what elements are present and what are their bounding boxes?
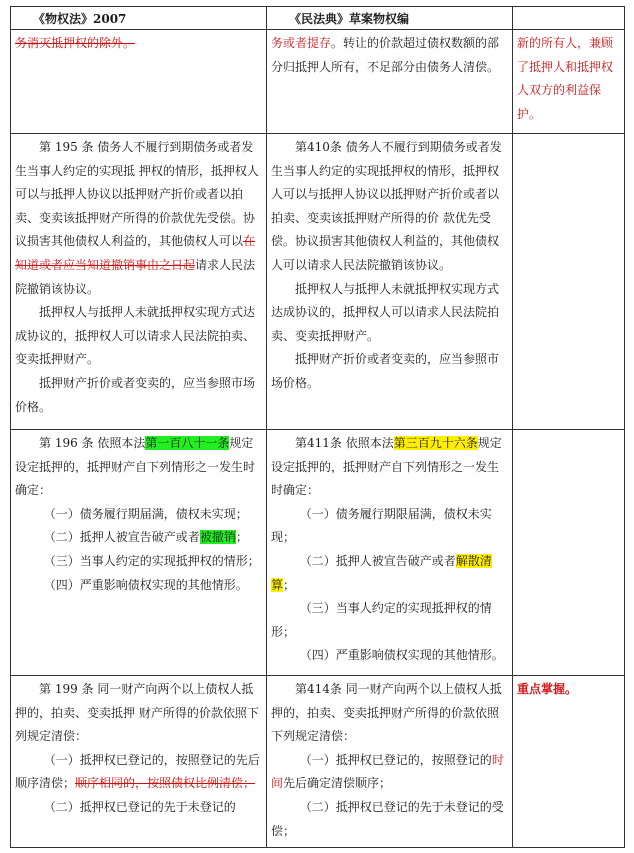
old-law-cell bbox=[11, 30, 267, 134]
highlighted-text: 被撤销 bbox=[199, 530, 236, 545]
added-text: 务或者提存 bbox=[271, 36, 332, 50]
old-law-cell bbox=[11, 676, 267, 848]
article-414-text: 第414条 同一财产向两个以上债权人抵押的，拍卖、变卖抵押财产所得的价款依照下列规定清偿： bbox=[271, 682, 502, 744]
article-paragraph: 抵押权人与抵押人未就抵押权实现方式达成协议的，抵押权人可以请求人民法院拍卖、变卖抵押财产。 bbox=[271, 281, 500, 343]
list-item-end: 先后确定清偿顺序； bbox=[283, 776, 392, 791]
table-row bbox=[11, 430, 625, 676]
list-item: （一）债务履行期限届满，债权未实现； bbox=[271, 506, 492, 545]
new-law-cell bbox=[267, 30, 513, 134]
deleted-text: 务消灭抵押权的除外。 bbox=[15, 36, 136, 50]
list-item: （一）抵押权已登记的，按照登记的先后顺序清偿； bbox=[15, 752, 260, 791]
new-law-cell bbox=[267, 430, 513, 676]
key-point-note: 重点掌握。 bbox=[517, 682, 578, 696]
article-text: 。转让的价款超过债权数额的部分归抵押人所有，不足部分由债务人清偿。 bbox=[271, 36, 500, 74]
article-text: 请求人民法院撤销该协议。 bbox=[15, 257, 256, 296]
new-law-cell bbox=[267, 134, 513, 430]
note-cell bbox=[513, 430, 625, 676]
deleted-text: 顺序相同的，按照债权比例清偿； bbox=[75, 776, 256, 791]
old-law-cell bbox=[11, 430, 267, 676]
list-item: （一）债务履行期届满，债权未实现； bbox=[43, 506, 248, 521]
new-law-cell bbox=[267, 676, 513, 848]
article-195-text: 第 195 条 债务人不履行到期债务或者发生当事人约定的实现抵 押权的情形，抵押权人可以与抵押人协议以抵押财产折价或者以拍卖、变卖该抵押财产所得的价款优先受偿。协议损害其他债权人利益的，其他债权人可以 bbox=[15, 140, 259, 249]
article-paragraph: 抵押财产折价或者变卖的，应当参照市场价格。 bbox=[15, 375, 256, 414]
article-196-text: 第 196 条 依照本法 bbox=[39, 436, 146, 450]
law-comparison-table bbox=[10, 6, 625, 848]
note-text: 新的所有人，兼顾了抵押人和抵押权人双方的利益保护。 bbox=[517, 36, 614, 121]
highlighted-text: 第一百八十一条 bbox=[145, 436, 230, 450]
article-paragraph: 抵押财产折价或者变卖的，应当参照市场价格。 bbox=[271, 352, 500, 390]
header-civil-code-draft: 《民法典》草案物权编 bbox=[267, 7, 513, 30]
article-411-text: 第411条 依照本法 bbox=[295, 436, 394, 450]
list-item: （四）严重影响债权实现的其他情形。 bbox=[43, 577, 248, 592]
list-item: （一）抵押权已登记的，按照登记的 bbox=[299, 752, 492, 767]
note-cell bbox=[513, 30, 625, 134]
table-row bbox=[11, 676, 625, 848]
list-item: （二）抵押人被宣告破产或者 bbox=[43, 530, 200, 545]
article-paragraph: 抵押权人与抵押人未就抵押权实现方式达成协议的，抵押权人可以请求人民法院拍卖、变卖抵押财产。 bbox=[15, 305, 256, 367]
article-text: 规定设定抵押的，抵押财产自下列情形之一发生时确定： bbox=[15, 436, 256, 498]
list-item: （二）抵押权已登记的先于未登记的 bbox=[43, 799, 236, 814]
highlighted-text: 第三百九十六条 bbox=[393, 436, 478, 450]
list-item: （三）当事人约定的实现抵押权的情形； bbox=[271, 601, 492, 639]
list-item-end: ； bbox=[283, 577, 296, 592]
note-cell bbox=[513, 134, 625, 430]
list-item-end: ； bbox=[235, 530, 248, 545]
list-item: （三）当事人约定的实现抵押权的情形； bbox=[43, 553, 260, 568]
added-text: 时间 bbox=[271, 752, 504, 791]
highlighted-text: 算 bbox=[271, 577, 284, 592]
article-410-text: 第410条 债务人不履行到期债务或者发生当事人约定的实现抵押权的情形，抵押权人可以与抵押人协议以抵押财产折价或者以拍卖、变卖该抵押财产所得的价 款优先受偿。协议损害其他债权人利益的，其他债权人可以请求人民法院撤销该协议。 bbox=[271, 140, 502, 272]
article-text: 规定设定抵押的，抵押财产自下列情形之一发生时确定： bbox=[271, 436, 502, 498]
list-item: （四）严重影响债权实现的其他情形。 bbox=[299, 648, 504, 663]
table-row bbox=[11, 134, 625, 430]
deleted-text: 在知道或者应当知道撤销事由之日起 bbox=[15, 234, 256, 272]
old-law-cell bbox=[11, 134, 267, 430]
article-199-text: 第 199 条 同一财产向两个以上债权人抵押的，拍卖、变卖抵押 财产所得的价款依照下列规定清偿： bbox=[15, 682, 259, 744]
table-row bbox=[11, 30, 625, 134]
table-header-row bbox=[11, 7, 625, 30]
highlighted-text: 解散清 bbox=[455, 553, 492, 568]
list-item: （二）抵押权已登记的先于未登记的受偿； bbox=[271, 799, 504, 838]
list-item: （二）抵押人被宣告破产或者 bbox=[299, 553, 456, 568]
header-property-law-2007: 《物权法》2007 bbox=[11, 7, 267, 30]
header-notes bbox=[513, 7, 625, 30]
note-cell bbox=[513, 676, 625, 848]
